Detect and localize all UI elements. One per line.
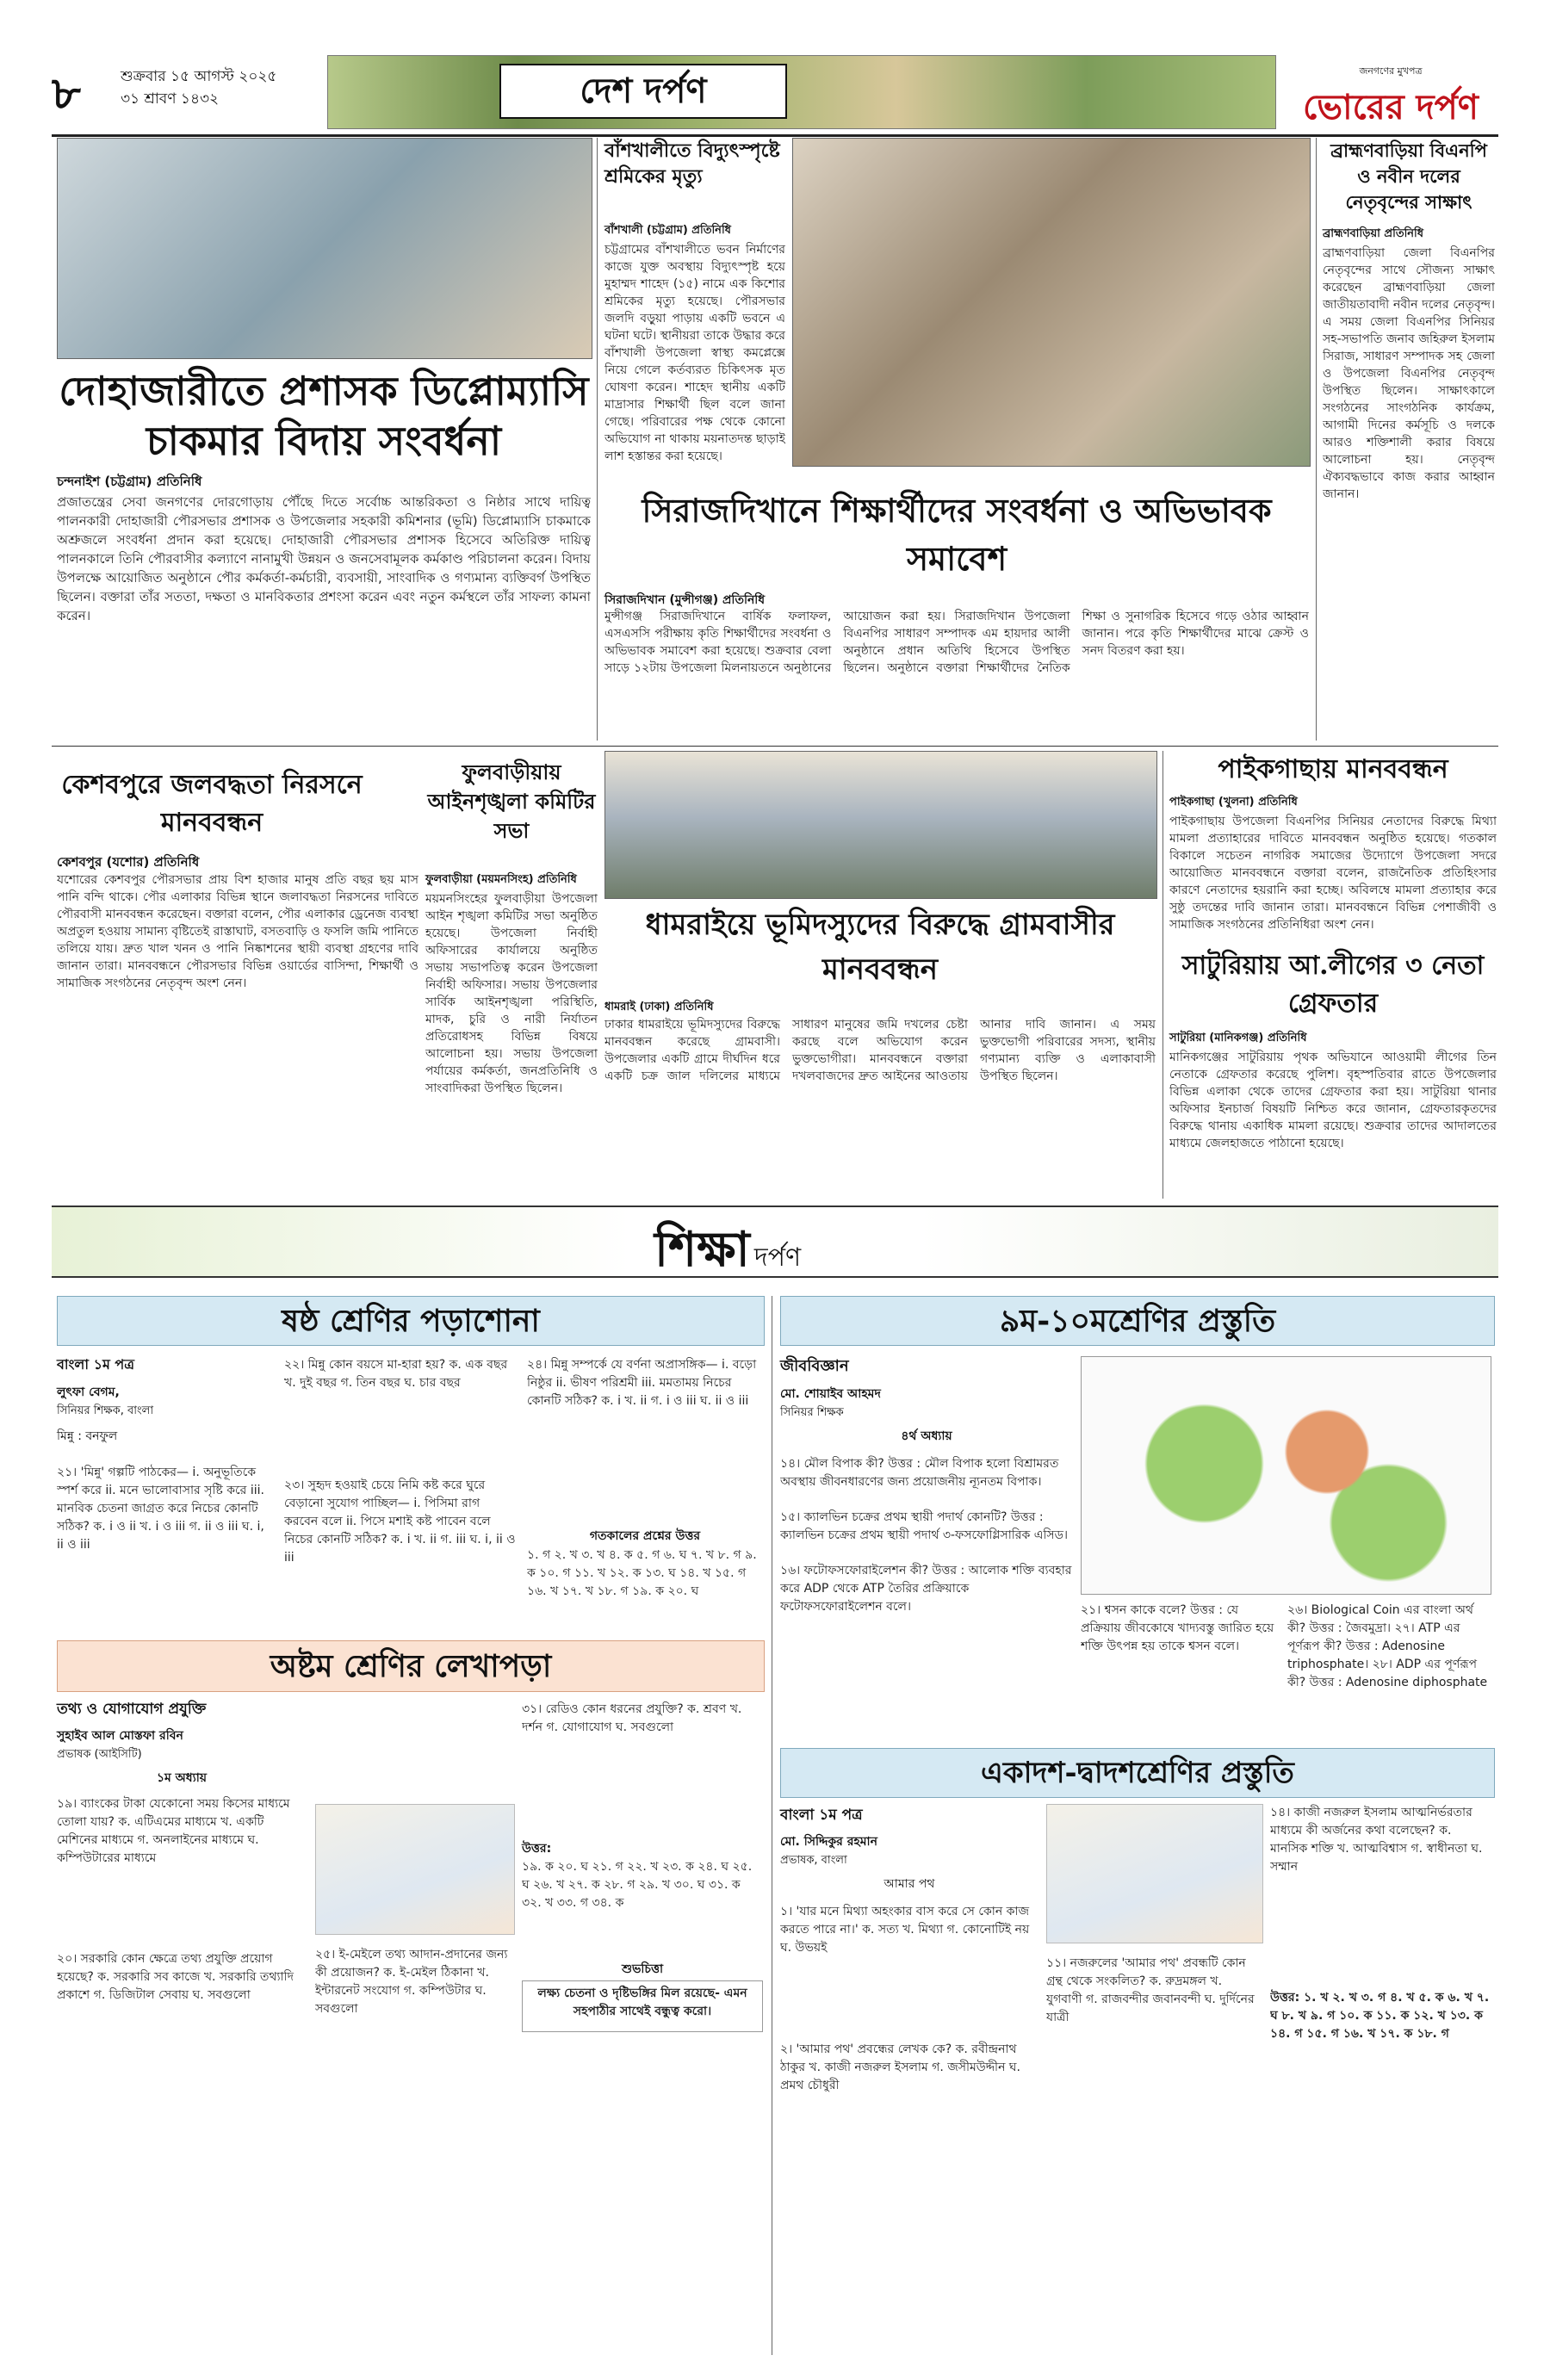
headline-brahmanbaria[interactable]: ব্রাহ্মণবাড়িয়া বিএনপি ও নবীন দলের নেতৃবৃন্দের সাক্ষাৎ [1330,139,1487,213]
class9-q2: ১৫। ক্যালভিন চক্রের প্রথম স্থায়ী পদার্থ কোনটি? উত্তর : ক্যালভিন চক্রের প্রথম স্থায়ী পদার্থ ৩-ফসফোগ্লিসারিক এসিড। [780,1510,1068,1542]
photo-dhamrai [604,751,1157,899]
body-paikgachha: পাইকগাছায় উপজেলা বিএনপির সিনিয়র নেতাদের বিরুদ্ধে মিথ্যা মামলা প্রত্যাহারের দাবিতে মানববন্ধন অনুষ্ঠিত হয়েছে। গতকাল বিকালে সচেতন নাগরিক সমাজের উদ্যোগে উপজেলা সদরে আয়োজিত মানববন্ধনে বক্তারা বলেন, রাজনৈতিক প্রতিহিংসার কারণে নেতাদের হয়রানি করা হচ্ছে। অবিলম্বে মামলা প্রত্যাহার করে সুষ্ঠু তদন্তের দাবি জানান তারা। মানববন্ধনে বিভিন্ন পেশাজীবী ও সামাজিক সংগঠনের প্রতিনিধিরা অংশ নেন। [1169,815,1497,932]
byline-doha: চন্দনাইশ (চট্টগ্রাম) প্রতিনিধি [57,474,202,489]
class8-chapter: ১ম অধ্যায় [156,1771,208,1785]
byline-dhamrai: ধামরাই (ঢাকা) প্রতিনিধি [604,1001,714,1013]
masthead-photo-strip [327,55,1276,129]
date-block [121,65,276,110]
byline-banshkhali: বাঁশখালী (চট্টগ্রাম) প্রতিনিধি [604,224,731,237]
class9-author: মো. শোয়াইব আহমদ [780,1387,881,1401]
class6-poem: মিন্নু : বনফুল [57,1429,118,1443]
computer-illustration [315,1804,515,1935]
class6-q3: ২৩। সুহৃদ হওয়াই চেয়ে নিমি কষ্ট করে ঘুরে বেড়ানো সুযোগ পাচ্ছিল— i. পিসিমা রাগ করবেন বলে ii. পিসে মশাই কষ্ট পাবেন বলে নিচের কোনটি সঠিক? ক. i খ. ii গ. iii ঘ. i, ii ও iii [284,1478,516,1565]
education-subtitle: দর্পণ [753,1243,802,1273]
body-dhamrai: ঢাকার ধামরাইয়ে ভূমিদস্যুদের বিরুদ্ধে মানববন্ধন করেছে গ্রামবাসী। উপজেলার একটি গ্রামে দীর্ঘদিন ধরে একটি চক্র জাল দলিলের মাধ্যমে সাধারণ মানুষের জমি দখলের চেষ্টা করছে বলে অভিযোগ করেন ভুক্তভোগীরা। মানববন্ধনে বক্তারা দখলবাজদের দ্রুত আইনের আওতায় আনার দাবি জানান। এ সময় ভুক্তভোগী পরিবারের সদস্য, স্থানীয় গণ্যমান্য ব্যক্তি ও এলাকাবাসী উপস্থিত ছিলেন। [604,1018,1156,1083]
heading-class8[interactable]: অষ্টম শ্রেণির লেখাপড়া [57,1640,765,1692]
class6-subject: বাংলা ১ম পত্র [57,1356,135,1373]
headline-banshkhali[interactable]: বাঁশখালীতে বিদ্যুৎস্পৃষ্টে শ্রমিকের মৃত্যু [604,139,780,188]
headline-fulbaria[interactable]: ফুলবাড়ীয়ায় আইনশৃঙ্খলা কমিটির সভা [427,759,596,843]
class8-q3: ২৫। ই-মেইলে তথ্য আদান-প্রদানের জন্য কী প্রয়োজন? ক. ই-মেইল ঠিকানা খ. ইন্টারনেট সংযোগ গ. কম্পিউটার ঘ. সবগুলো [315,1948,508,2016]
class9-author-block [780,1354,1073,1447]
class8-answers-title: উত্তর: [522,1842,552,1856]
meeting-illustration [1046,1804,1263,1943]
class8-author-role: প্রভাষক (আইসিটি) [57,1748,142,1761]
page-number: ৮ [52,67,81,120]
leaf-diagram [1081,1356,1491,1595]
body-keshabpur: যশোরের কেশবপুর পৌরসভার প্রায় বিশ হাজার মানুষ প্রতি বছর ছয় মাস পানি বন্দি থাকে। পৌর এলাকার বিভিন্ন স্থানে জলাবদ্ধতা নিরসনের দাবিতে পৌরবাসী মানববন্ধন করেছেন। বক্তারা বলেন, পৌর এলাকার ড্রেনেজ ব্যবস্থা অপ্রতুল হওয়ায় সামান্য বৃষ্টিতেই রাস্তাঘাট, বসতবাড়ি ও ফসলি জমি পানিতে তলিয়ে যায়। দ্রুত খাল খনন ও পানি নিষ্কাশনের স্থায়ী ব্যবস্থা গ্রহণের দাবি জানান তারা। মানববন্ধনে পৌরসভার বিভিন্ন ওয়ার্ডের বাসিন্দা, শিক্ষার্থী ও সামাজিক সংগঠনের নেতৃবৃন্দ অংশ নেন। [57,873,418,990]
photo-doha [57,138,592,359]
class6-answers: ১. গ ২. খ ৩. খ ৪. ক ৫. গ ৬. ঘ ৭. খ ৮. গ ৯. ক ১০. গ ১১. খ ১২. ক ১৩. ঘ ১৪. খ ১৫. গ ১৬. খ ১৭. খ ১৮. গ ১৯. ক ২০. ঘ [527,1548,757,1598]
headline-dhamrai[interactable]: ধামরাইয়ে ভূমিদস্যুদের বিরুদ্ধে গ্রামবাসীর মানববন্ধন [645,908,1115,987]
class6-q2: ২২। মিন্নু কোন বয়সে মা-হারা হয়? ক. এক বছর খ. দুই বছর গ. তিন বছর ঘ. চার বছর [284,1358,508,1390]
education-banner-title [654,1212,801,1293]
body-doha: প্রজাতন্ত্রের সেবা জনগণের দোরগোড়ায় পৌঁছে দিতে সর্বোচ্চ আন্তরিকতা ও নিষ্ঠার সাথে দায়িত্ব পালনকারী দোহাজারী পৌরসভার প্রশাসক ও উপজেলার সহকারী কমিশনার (ভূমি) ডিপ্লোম্যাসি চাকমাকে অশ্রুজলে সংবর্ধনা প্রদান করা হয়েছে। দোহাজারী পৌরসভার প্রশাসক হিসেবে অতিরিক্ত দায়িত্ব পালনকালে তিনি পৌরবাসীর কল্যাণে নানামুখী উন্নয়ন ও জনসেবামূলক কর্মকাণ্ড পরিচালনা করেন। বিদায় উপলক্ষে আয়োজিত অনুষ্ঠানে পৌর কর্মকর্তা-কর্মচারী, ব্যবসায়ী, সাংবাদিক ও গণ্যমান্য ব্যক্তিবর্গ উপস্থিত ছিলেন। বক্তারা তাঁর সততা, দক্ষতা ও মানবিকতার প্রশংসা করেন এবং নতুন কর্মস্থলে তাঁর সাফল্য কামনা করেন। [57,494,591,623]
class6-answers-title: গতকালের প্রশ্নের উত্তর [589,1529,701,1543]
class9-q4: ২১। শ্বসন কাকে বলে? উত্তর : যে প্রক্রিয়ায় জীবকোষে খাদ্যবস্তু জারিত হয়ে শক্তি উৎপন্ন হয় তাকে শ্বসন বলে। [1081,1603,1274,1653]
headline-sirajdikhan[interactable]: সিরাজদিখানে শিক্ষার্থীদের সংবর্ধনা ও অভিভাবক সমাবেশ [642,491,1272,578]
class11-q1: ১। 'যার মনে মিথ্যা অহংকার বাস করে সে কোন কাজ করতে পারে না।' ক. সত্য খ. মিথ্যা গ. কোনোটিই নয় ঘ. উভয়ই [780,1905,1030,1955]
byline-fulbaria: ফুলবাড়ীয়া (ময়মনসিংহ) প্রতিনিধি [425,873,577,886]
logo-tagline: জনগণের মুখপত্র [1359,65,1423,77]
class9-q5: ২৬। Biological Coin এর বাংলা অর্থ কী? উত্তর : জৈবমুদ্রা। ২৭। ATP এর পূর্ণরূপ কী? উত্তর : Adenosine triphosphate। ২৮। ADP এর পূর্ণরূপ কী? উত্তর : Adenosine diphosphate [1287,1603,1488,1689]
class11-q4: ১৪। কাজী নজরুল ইসলাম আত্মনির্ভরতার মাধ্যমে কী অর্জনের কথা বলেছেন? ক. মানসিক শক্তি খ. আত্মবিশ্বাস গ. স্বাধীনতা ঘ. সম্মান [1270,1806,1483,1874]
class9-q1: ১৪। মৌল বিপাক কী? উত্তর : মৌল বিপাক হলো বিশ্রামরত অবস্থায় জীবনধারণের জন্য প্রয়োজনীয় ন্যূনতম বিপাক। [780,1457,1059,1489]
class9-subject: জীববিজ্ঞান [780,1357,849,1375]
class6-author-role: সিনিয়র শিক্ষক, বাংলা [57,1404,154,1417]
date-bengali: ৩১ শ্রাবণ ১৪৩২ [121,90,220,108]
class11-author-role: প্রভাষক, বাংলা [780,1854,847,1867]
class11-subject: বাংলা ১ম পত্র [780,1807,863,1824]
headline-keshabpur[interactable]: কেশবপুরে জলবদ্ধতা নিরসনে মানববন্ধন [61,770,363,838]
class8-q4: ৩১। রেডিও কোন ধরনের প্রযুক্তি? ক. শ্রবণ খ. দর্শন গ. যোগাযোগ ঘ. সবগুলো [522,1702,742,1734]
class9-q3: ১৬। ফটোফসফোরাইলেশন কী? উত্তর : আলোক শক্তি ব্যবহার করে ADP থেকে ATP তৈরির প্রক্রিয়াকে ফটোফসফোরাইলেশন বলে। [780,1564,1072,1614]
class6-author-block [57,1354,229,1447]
class8-answers: ১৯. ক ২০. ঘ ২১. গ ২২. খ ২৩. ক ২৪. ঘ ২৫. ঘ ২৬. খ ২৭. ক ২৮. গ ২৯. খ ৩০. ঘ ৩১. ক ৩২. খ ৩৩. গ ৩৪. ক [522,1860,753,1910]
class8-author-block [57,1698,307,1788]
class8-quote-title: শুভচিত্তা [621,1962,664,1976]
date-gregorian: শুক্রবার ১৫ আগস্ট ২০২৫ [121,68,277,85]
byline-keshabpur: কেশবপুর (যশোর) প্রতিনিধি [57,854,200,870]
section-title: দেশ দর্পণ [499,64,787,119]
newspaper-logo[interactable] [1283,64,1498,127]
class8-subject: তথ্য ও যোগাযোগ প্রযুক্তি [57,1701,207,1718]
class11-author-block [780,1804,1038,1894]
masthead [52,52,1498,137]
headline-paikgachha[interactable]: পাইকগাছায় মানববন্ধন [1218,754,1448,784]
byline-paikgachha: পাইকগাছা (খুলনা) প্রতিনিধি [1169,796,1298,809]
byline-brahmanbaria: ব্রাহ্মণবাড়িয়া প্রতিনিধি [1323,227,1424,240]
logo-name: ভোরের দর্পণ [1303,87,1479,127]
class6-q4: ২৪। মিন্নু সম্পর্কে যে বর্ণনা অপ্রাসঙ্গিক— i. বড়ো নিষ্ঠুর ii. ভীষণ পরিশ্রমী iii. মমতাময় নিচের কোনটি সঠিক? ক. i খ. ii গ. i ও iii ঘ. ii ও iii [527,1358,757,1408]
class11-q3: ১১। নজরুলের 'আমার পথ' প্রবন্ধটি কোন গ্রন্থ থেকে সংকলিত? ক. রুদ্রমঙ্গল খ. যুগবাণী গ. রাজবন্দীর জবানবন্দী ঘ. দুর্দিনের যাত্রী [1046,1956,1255,2024]
class9-author-role: সিনিয়র শিক্ষক [780,1406,844,1419]
body-fulbaria: ময়মনসিংহের ফুলবাড়ীয়া উপজেলা আইন শৃঙ্খলা কমিটির সভা অনুষ্ঠিত হয়েছে। উপজেলা নির্বাহী অফিসারের কার্যালয়ে অনুষ্ঠিত সভায় সভাপতিত্ব করেন উপজেলা নির্বাহী অফিসার। সভায় উপজেলার সার্বিক আইনশৃঙ্খলা পরিস্থিতি, মাদক, চুরি ও নারী নির্যাতন প্রতিরোধসহ বিভিন্ন বিষয়ে আলোচনা হয়। সভায় উপজেলা পর্যায়ের কর্মকর্তা, জনপ্রতিনিধি ও সাংবাদিকরা উপস্থিত ছিলেন। [425,892,598,1095]
education-title: শিক্ষা [654,1221,750,1278]
photo-sirajdikhan [792,138,1311,467]
byline-saturia: সাটুরিয়া (মানিকগঞ্জ) প্রতিনিধি [1169,1032,1307,1044]
body-sirajdikhan: মুন্সীগঞ্জ সিরাজদিখানে বার্ষিক ফলাফল, এসএসসি পরীক্ষায় কৃতি শিক্ষার্থীদের সংবর্ধনা ও অভিভাবক সমাবেশ করা হয়েছে। শুক্রবার বেলা সাড়ে ১২টায় উপজেলা মিলনায়তনে অনুষ্ঠানের আয়োজন করা হয়। সিরাজদিখান উপজেলা বিএনপির সাধারণ সম্পাদক এম হায়দার আলী অনুষ্ঠানে প্রধান অতিথি হিসেবে উপস্থিত ছিলেন। অনুষ্ঠানে বক্তারা শিক্ষার্থীদের নৈতিক শিক্ষা ও সুনাগরিক হিসেবে গড়ে ওঠার আহ্বান জানান। পরে কৃতি শিক্ষার্থীদের মাঝে ক্রেস্ট ও সনদ বিতরণ করা হয়। [604,610,1309,675]
body-saturia: মানিকগঞ্জের সাটুরিয়ায় পৃথক অভিযানে আওয়ামী লীগের তিন নেতাকে গ্রেফতার করেছে পুলিশ। বৃহস্পতিবার রাতে উপজেলার বিভিন্ন এলাকা থেকে তাদের গ্রেফতার করা হয়। সাটুরিয়া থানার অফিসার ইনচার্জ বিষয়টি নিশ্চিত করে জানান, গ্রেফতারকৃতদের বিরুদ্ধে থানায় একাধিক মামলা রয়েছে। শুক্রবার তাদের আদালতের মাধ্যমে জেলহাজতে পাঠানো হয়েছে। [1169,1051,1497,1150]
headline-doha[interactable]: দোহাজারীতে প্রশাসক ডিপ্লোম্যাসি চাকমার বিদায় সংবর্ধনা [59,368,589,464]
heading-class11[interactable]: একাদশ-দ্বাদশশ্রেণির প্রস্তুতি [780,1748,1495,1798]
body-brahmanbaria: ব্রাহ্মণবাড়িয়া জেলা বিএনপির নেতৃবৃন্দের সাথে সৌজন্য সাক্ষাৎ করেছেন ব্রাহ্মণবাড়িয়া জেলা জাতীয়তাবাদী নবীন দলের নেতৃবৃন্দ। এ সময় জেলা বিএনপির সিনিয়র সহ-সভাপতি জনাব জহিরুল ইসলাম সিরাজ, সাধারণ সম্পাদক সহ জেলা ও উপজেলা বিএনপির নেতৃবৃন্দ উপস্থিত ছিলেন। সাক্ষাৎকালে সংগঠনের সাংগঠনিক কার্যক্রম, আগামী দিনের কর্মসূচি ও দলকে আরও শক্তিশালী করার বিষয়ে আলোচনা হয়। নেতৃবৃন্দ ঐক্যবদ্ধভাবে কাজ করার আহ্বান জানান। [1323,246,1495,501]
headline-saturia[interactable]: সাটুরিয়ায় আ.লীগের ৩ নেতা গ্রেফতার [1181,951,1485,1019]
byline-sirajdikhan: সিরাজদিখান (মুন্সীগঞ্জ) প্রতিনিধি [604,593,766,607]
class6-q1: ২১। 'মিন্নু' গল্পটি পাঠকের— i. অনুভূতিকে স্পর্শ করে ii. মনে ভালোবাসার সৃষ্টি করে iii. মানবিক চেতনা জাগ্রত করে নিচের কোনটি সঠিক? ক. i ও ii খ. i ও iii গ. ii ও iii ঘ. i, ii ও iii [57,1466,264,1552]
heading-class6[interactable]: ষষ্ঠ শ্রেণির পড়াশোনা [57,1296,765,1346]
class6-author: লুৎফা বেগম, [57,1385,120,1399]
class11-answers: উত্তর: ১. খ ২. খ ৩. গ ৪. খ ৫. ক ৬. খ ৭. ঘ ৮. খ ৯. গ ১০. ক ১১. ক ১২. খ ১৩. ক ১৪. গ ১৫. গ ১৬. খ ১৭. ক ১৮. গ [1270,1991,1490,2041]
class8-quote: লক্ষ্য চেতনা ও দৃষ্টিভঙ্গির মিল রয়েছে- এমন সহপাঠীর সাথেই বন্ধুত্ব করো। [522,1980,763,2032]
class8-q1: ১৯। ব্যাংকের টাকা যেকোনো সময় কিসের মাধ্যমে তোলা যায়? ক. এটিএমের মাধ্যমে খ. একটি মেশিনের মাধ্যমে গ. অনলাইনের মাধ্যমে ঘ. কম্পিউটারের মাধ্যমে [57,1797,290,1865]
class9-chapter: ৪র্থ অধ্যায় [901,1429,952,1443]
class11-q2: ২। 'আমার পথ' প্রবন্ধের লেখক কে? ক. রবীন্দ্রনাথ ঠাকুর খ. কাজী নজরুল ইসলাম গ. জসীমউদ্দীন ঘ. প্রমথ চৌধুরী [780,2042,1020,2092]
education-banner [52,1205,1498,1278]
class11-story: আমার পথ [884,1877,935,1891]
heading-class9[interactable]: ৯ম-১০মশ্রেণির প্রস্তুতি [780,1296,1495,1346]
body-banshkhali: চট্টগ্রামের বাঁশখালীতে ভবন নির্মাণের কাজে যুক্ত অবস্থায় বিদ্যুৎস্পৃষ্ট হয়ে মুহাম্মদ শাহেদ (১৫) নামে এক কিশোর শ্রমিকের মৃত্যু হয়েছে। পৌরসভার জলদি বড়ুয়া পাড়ায় একটি ভবনে এ ঘটনা ঘটে। স্থানীয়রা তাকে উদ্ধার করে বাঁশখালী উপজেলা স্বাস্থ্য কমপ্লেক্সে নিয়ে গেলে কর্তব্যরত চিকিৎসক মৃত ঘোষণা করেন। শাহেদ স্থানীয় একটি মাদ্রাসার শিক্ষার্থী ছিল বলে জানা গেছে। পরিবারের পক্ষ থেকে কোনো অভিযোগ না থাকায় ময়নাতদন্ত ছাড়াই লাশ হস্তান্তর করা হয়েছে। [604,243,785,463]
class8-author: সুহাইব আল মোস্তফা রবিন [57,1729,183,1743]
class11-author: মো. সিদ্দিকুর রহমান [780,1835,877,1849]
class8-q2: ২০। সরকারি কোন ক্ষেত্রে তথ্য প্রযুক্তি প্রয়োগ হয়েছে? ক. সরকারি সব কাজে খ. সরকারি তথ্যাদি প্রকাশে গ. ডিজিটাল সেবায় ঘ. সবগুলো [57,1952,294,2002]
